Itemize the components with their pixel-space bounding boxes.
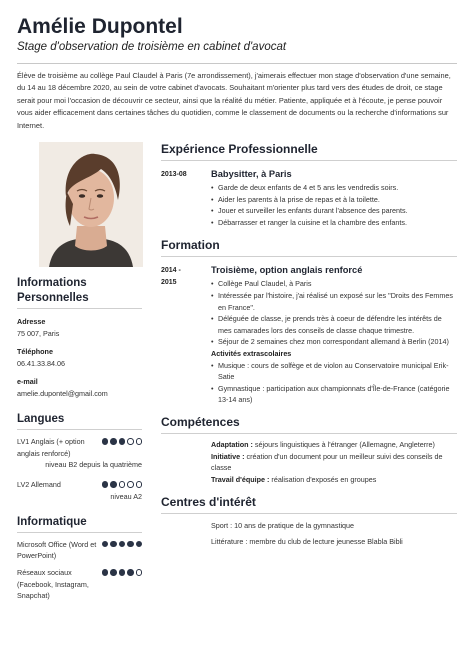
list-item: • Déléguée de classe, je prends très à coeur de défendre les intérêts de mes camarades lors des conseils de classe chaque trimestre. — [211, 313, 457, 336]
profile-photo — [39, 142, 143, 267]
languages-heading: Langues — [17, 412, 142, 430]
level-dot-filled — [110, 481, 117, 488]
language-level-dots — [102, 481, 143, 491]
language-note: niveau B2 depuis la quatrième — [45, 460, 142, 470]
skill-text: séjours linguistiques à l'étranger (Allemagne, Angleterre) — [252, 439, 435, 449]
list-item: • Aider les parents à la prise de repas et à la toilette. — [211, 194, 457, 206]
interest-item: Sport : 10 ans de pratique de la gymnastique — [211, 521, 355, 531]
list-item: • Séjour de 2 semaines chez mon correspondant allemand à Berlin (2014) — [211, 336, 457, 348]
education-bullets — [211, 278, 457, 348]
skill-item — [211, 474, 457, 486]
computing-name: Réseaux sociaux (Facebook, Instagram, Snapchat) — [17, 568, 89, 601]
list-item: • Musique : cours de solfège et de violon au Conservatoire municipal Erik-Satie — [211, 360, 457, 383]
skills-heading: Compétences — [161, 415, 457, 434]
level-dot-filled — [119, 541, 126, 548]
email-label: e-mail — [17, 377, 38, 387]
education-title: Troisième, option anglais renforcé — [211, 265, 363, 276]
level-dot-filled — [102, 569, 109, 576]
intro-paragraph: Élève de troisième au collège Paul Claudel à Paris (7e arrondissement), j'aimerais effectuer mon stage d'observation d'une semaine, du 14 au 18 décembre 2020, au sein de votre cabinet d'avocats. Souhaitant m'orienter plus tard vers des études de droit, ce stage serait pour moi l'occasion de découvrir ce secteur, ainsi que la réalité du métier. Patiente, appliquée et à l'écoute, je pense pouvoir vous aider efficacement dans certaines tâches du quotidien, comme le classement de documents ou la recherche d'informations sur Internet. — [17, 71, 451, 130]
language-item — [17, 436, 142, 459]
level-dot-empty — [127, 438, 134, 445]
left-column — [17, 142, 142, 602]
list-item: • Gymnastique : participation aux championnats d'Île-de-France (catégorie 13-14 ans) — [211, 383, 457, 406]
experience-entry — [161, 168, 457, 228]
computing-level-dots — [102, 541, 143, 562]
level-dot-empty — [136, 481, 143, 488]
education-date-end: 2015 — [161, 279, 177, 287]
list-item: • Collège Paul Claudel, à Paris — [211, 278, 457, 290]
level-dot-filled — [102, 438, 109, 445]
level-dot-filled — [110, 541, 117, 548]
level-dot-filled — [136, 541, 143, 548]
resume-subtitle: Stage d'observation de troisième en cabinet d'avocat — [17, 41, 287, 53]
skill-item — [211, 451, 457, 474]
list-item: • Jouer et surveiller les enfants durant l'absence des parents. — [211, 205, 457, 217]
address-value: 75 007, Paris — [17, 329, 60, 339]
education-date — [161, 264, 211, 406]
language-name: LV1 Anglais (+ option anglais renforcé) — [17, 437, 85, 458]
level-dot-empty — [119, 481, 126, 488]
experience-heading: Expérience Professionnelle — [161, 142, 457, 161]
email-value[interactable]: amelie.dupontel@gmail.com — [17, 389, 108, 399]
level-dot-filled — [102, 481, 109, 488]
extracurricular-bullets — [211, 360, 457, 406]
candidate-name: Amélie Dupontel — [17, 15, 183, 38]
experience-title: Babysitter, à Paris — [211, 169, 292, 180]
phone-value: 06.41.33.84.06 — [17, 359, 65, 369]
skill-label: Adaptation : — [211, 439, 253, 449]
language-item — [17, 479, 142, 491]
computing-name: Microsoft Office (Word et PowerPoint) — [17, 539, 97, 561]
skill-label: Travail d'équipe : — [211, 474, 270, 484]
education-date-start: 2014 - — [161, 267, 181, 275]
language-level-dots — [102, 438, 143, 459]
level-dot-filled — [110, 569, 117, 576]
computing-heading: Informatique — [17, 515, 142, 533]
personal-info-heading: Informations Personnelles — [17, 276, 142, 309]
level-dot-empty — [136, 438, 143, 445]
level-dot-filled — [127, 569, 134, 576]
list-item: • Débarrasser et ranger la cuisine et la chambre des enfants. — [211, 217, 457, 229]
education-entry — [161, 264, 457, 406]
header-divider — [17, 63, 457, 64]
level-dot-filled — [119, 569, 126, 576]
address-label: Adresse — [17, 317, 46, 327]
interests-list — [161, 520, 457, 547]
skills-list — [161, 439, 457, 485]
experience-date: 2013-08 — [161, 171, 187, 179]
experience-bullets — [211, 182, 457, 228]
skill-text: réalisation d'exposés en groupes — [269, 474, 377, 484]
level-dot-filled — [110, 438, 117, 445]
level-dot-empty — [136, 569, 143, 576]
phone-label: Téléphone — [17, 347, 53, 357]
computing-item — [17, 567, 142, 602]
list-item: • Garde de deux enfants de 4 et 5 ans les vendredis soirs. — [211, 182, 457, 194]
skill-text: création d'un document pour un meilleur suivi des conseils de classe — [211, 451, 443, 473]
level-dot-filled — [127, 541, 134, 548]
level-dot-filled — [102, 541, 109, 548]
computing-level-dots — [102, 569, 143, 602]
computing-item — [17, 539, 142, 562]
skill-item — [211, 439, 457, 451]
skill-label: Initiative : — [211, 451, 245, 461]
interest-item: Littérature : membre du club de lecture jeunesse Blabla Bibli — [211, 536, 403, 546]
education-heading: Formation — [161, 238, 457, 257]
level-dot-empty — [127, 481, 134, 488]
extracurricular-heading: Activités extrascolaires — [211, 348, 292, 358]
level-dot-filled — [119, 438, 126, 445]
language-name: LV2 Allemand — [17, 480, 61, 490]
language-note: niveau A2 — [110, 491, 142, 501]
interests-heading: Centres d'intérêt — [161, 495, 457, 514]
right-column — [161, 142, 457, 602]
list-item: • Intéressée par l'histoire, j'ai réalisé un exposé sur les "Droits des Femmes en France". — [211, 290, 457, 313]
